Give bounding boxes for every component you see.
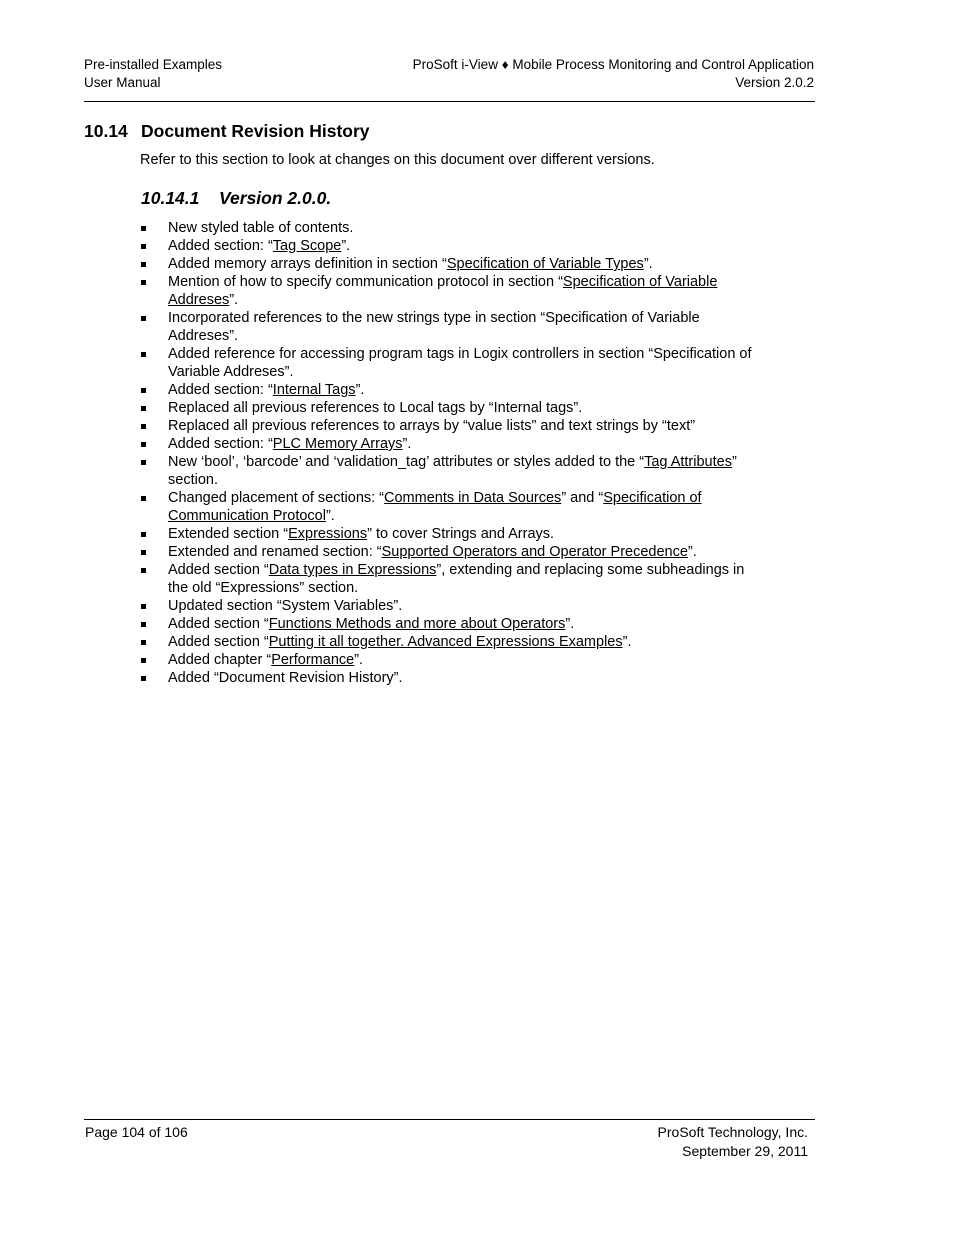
list-item-text: ”. — [643, 256, 653, 272]
bullet-icon — [141, 352, 146, 357]
subsection-heading — [141, 188, 331, 209]
header-document-type: User Manual — [84, 75, 161, 90]
list-item-text: Extended and renamed section: “ — [168, 544, 382, 560]
bullet-icon — [141, 316, 146, 321]
bullet-icon — [141, 568, 146, 573]
list-item — [140, 435, 760, 453]
list-item-text: ” to cover Strings and Arrays. — [367, 526, 555, 542]
list-item-text: Added section “ — [168, 562, 269, 578]
page-footer — [84, 1119, 815, 1159]
list-item-text: Added section: “ — [168, 436, 273, 452]
footer-right — [658, 1123, 808, 1161]
list-item — [140, 219, 760, 237]
bullet-icon — [141, 640, 146, 645]
list-item-text: New ‘bool’, ‘barcode’ and ‘validation_tag’ attributes or styles added to the “ — [168, 454, 645, 470]
header-version: Version 2.0.2 — [735, 75, 814, 90]
list-item-text: Added chapter “ — [168, 652, 272, 668]
list-item — [140, 273, 760, 309]
list-item-text: New styled table of contents. — [168, 220, 354, 236]
section-number: 10.14 — [84, 121, 128, 141]
list-item-text: Incorporated references to the new strings type in section “Specification of Variable Addreses”. — [168, 310, 700, 344]
list-item — [140, 669, 760, 687]
list-item — [140, 237, 760, 255]
footer-page-number: Page 104 of 106 — [85, 1124, 188, 1140]
header-left — [84, 56, 222, 92]
list-item-text: ”. — [341, 238, 351, 254]
list-item — [140, 561, 760, 597]
header-document-section: Pre-installed Examples — [84, 57, 223, 72]
list-item — [140, 615, 760, 633]
footer-date: September 29, 2011 — [682, 1143, 808, 1159]
list-item — [140, 525, 760, 543]
list-item-text: Changed placement of sections: “ — [168, 490, 385, 506]
list-item — [140, 597, 760, 615]
cross-reference-link[interactable]: Expressions — [288, 526, 368, 542]
list-item-text: ”. — [229, 292, 239, 308]
list-item-text: Added section: “ — [168, 238, 273, 254]
list-item-text: Extended section “ — [168, 526, 289, 542]
cross-reference-link[interactable]: Tag Attributes — [644, 454, 732, 470]
list-item — [140, 489, 760, 525]
list-item-text: ”. — [687, 544, 697, 560]
bullet-icon — [141, 604, 146, 609]
list-item — [140, 651, 760, 669]
list-item-text: Updated section “System Variables”. — [168, 598, 403, 614]
list-item — [140, 633, 760, 651]
footer-company: ProSoft Technology, Inc. — [657, 1124, 808, 1140]
list-item — [140, 345, 760, 381]
list-item-text: ” section. — [168, 454, 737, 488]
bullet-icon — [141, 658, 146, 663]
bullet-icon — [141, 406, 146, 411]
list-item-text: Added section: “ — [168, 382, 273, 398]
cross-reference-link[interactable]: Putting it all together. Advanced Expressions Examples — [268, 634, 623, 650]
list-item-text: ”. — [402, 436, 412, 452]
section-title: Document Revision History — [141, 121, 370, 141]
list-item-text: ”. — [354, 652, 364, 668]
list-item-text: Added memory arrays definition in section “ — [168, 256, 447, 272]
bullet-icon — [141, 244, 146, 249]
header-right — [413, 56, 814, 92]
subsection-title: Version 2.0.0. — [219, 188, 332, 208]
bullet-icon — [141, 622, 146, 627]
list-item-text: Replaced all previous references to Local tags by “Internal tags”. — [168, 400, 583, 416]
bullet-icon — [141, 532, 146, 537]
page-header — [84, 56, 815, 102]
bullet-icon — [141, 442, 146, 447]
list-item — [140, 543, 760, 561]
bullet-icon — [141, 460, 146, 465]
list-item-text: Added section “ — [168, 634, 269, 650]
list-item — [140, 381, 760, 399]
bullet-icon — [141, 262, 146, 267]
cross-reference-link[interactable]: PLC Memory Arrays — [272, 436, 403, 452]
revision-change-list — [140, 219, 760, 687]
cross-reference-link[interactable]: Comments in Data Sources — [384, 490, 562, 506]
bullet-icon — [141, 280, 146, 285]
cross-reference-link[interactable]: Supported Operators and Operator Precedence — [381, 544, 688, 560]
list-item-text: Added section “ — [168, 616, 269, 632]
bullet-icon — [141, 226, 146, 231]
list-item-text: ” and “ — [561, 490, 604, 506]
list-item-text: ”. — [325, 508, 335, 524]
list-item-text: Mention of how to specify communication protocol in section “ — [168, 274, 563, 290]
section-heading — [84, 121, 370, 142]
bullet-icon — [141, 424, 146, 429]
list-item — [140, 255, 760, 273]
cross-reference-link[interactable]: Specification of Communication Protocol — [168, 490, 702, 524]
subsection-number: 10.14.1 — [141, 188, 200, 208]
cross-reference-link[interactable]: Internal Tags — [272, 382, 356, 398]
list-item — [140, 453, 760, 489]
bullet-icon — [141, 388, 146, 393]
bullet-icon — [141, 676, 146, 681]
cross-reference-link[interactable]: Specification of Variable Types — [446, 256, 644, 272]
cross-reference-link[interactable]: Performance — [271, 652, 355, 668]
list-item-text: Replaced all previous references to arrays by “value lists” and text strings by “text” — [168, 418, 696, 434]
cross-reference-link[interactable]: Tag Scope — [272, 238, 342, 254]
list-item-text: ”. — [565, 616, 575, 632]
list-item — [140, 399, 760, 417]
list-item-text: ”, extending and replacing some subheadings in the old “Expressions” section. — [168, 562, 745, 596]
cross-reference-link[interactable]: Specification of Variable Addreses — [168, 274, 718, 308]
list-item-text: Added reference for accessing program tags in Logix controllers in section “Specification of Variable Addreses”. — [168, 346, 752, 380]
list-item-text: Added “Document Revision History”. — [168, 670, 403, 686]
section-intro: Refer to this section to look at changes on this document over different versions. — [140, 152, 655, 168]
header-product-title: ProSoft i-View ♦ Mobile Process Monitoring and Control Application — [412, 57, 814, 72]
list-item-text: ”. — [355, 382, 365, 398]
cross-reference-link[interactable]: Functions Methods and more about Operators — [268, 616, 566, 632]
bullet-icon — [141, 496, 146, 501]
list-item-text: ”. — [622, 634, 632, 650]
list-item — [140, 417, 760, 435]
cross-reference-link[interactable]: Data types in Expressions — [268, 562, 437, 578]
bullet-icon — [141, 550, 146, 555]
list-item — [140, 309, 760, 345]
